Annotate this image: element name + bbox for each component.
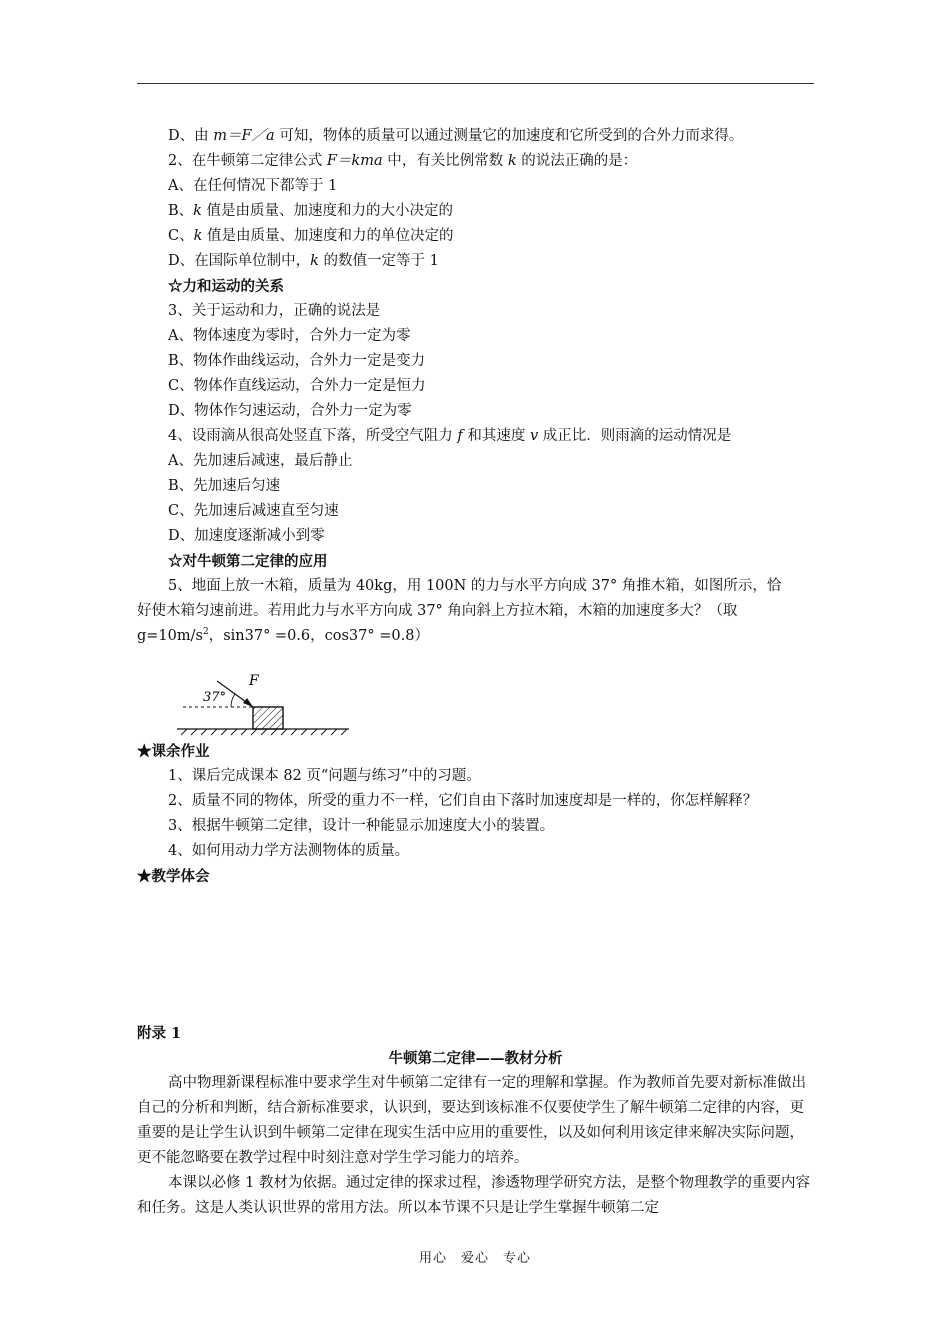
page-footer: 用心 爱心 专心 [418, 1251, 531, 1266]
ground-hatching [181, 729, 347, 735]
question-5-line-2: 好使木箱匀速前进。若用此力与水平方向成 37° 角向斜上方拉木箱，木箱的加速度多大？（取 [137, 603, 738, 619]
homework-item-2: 2、质量不同的物体，所受的重力不一样，它们自由下落时加速度却是一样的，你怎样解释？ [168, 793, 758, 809]
q4-option-d: D、加速度逐渐减小到零 [168, 528, 325, 544]
question-4: 4、设雨滴从很高处竖直下落，所受空气阻力 f 和其速度 v 成正比．则雨滴的运动情况是 [168, 428, 732, 444]
q2-option-c: C、k 值是由质量、加速度和力的单位决定的 [168, 228, 454, 244]
q2-option-d: D、在国际单位制中，k 的数值一定等于 1 [168, 253, 439, 269]
q4-option-c: C、先加速后减速直至匀速 [168, 503, 339, 519]
q3-option-b: B、物体作曲线运动，合外力一定是变力 [168, 353, 426, 369]
question-3: 3、关于运动和力，正确的说法是 [168, 303, 381, 319]
homework-item-3: 3、根据牛顿第二定律，设计一种能显示加速度大小的装置。 [168, 818, 555, 834]
q1-option-d: D、由 m＝F／a 可知，物体的质量可以通过测量它的加速度和它所受到的合外力而求得。 [168, 128, 744, 144]
homework-heading: ★课余作业 [137, 743, 210, 760]
force-arrowhead [243, 698, 253, 707]
appendix-paragraph-2: 本课以必修 1 教材为依据。通过定律的探求过程，渗透物理学研究方法，是整个物理教学的重要内容和任务。这是人类认识世界的常用方法。所以本节课不只是让学生掌握牛顿第二定 [137, 1175, 810, 1216]
appendix-paragraph-1: 高中物理新课程标准中要求学生对牛顿第二定律有一定的理解和掌握。作为教师首先要对新标准做出自己的分析和判断，结合新标准要求，认识到，要达到该标准不仅要使学生了解牛顿第二定律的内容，更重要的是让学生认识到牛顿第二定律在现实生活中应用的重要性，以及如何利用该定律来解决实际问题，更不能忽略要在教学过程中时刻注意对学生学习能力的培养。 [137, 1075, 806, 1166]
q2-option-a: A、在任何情况下都等于 1 [168, 178, 338, 194]
question-2: 2、在牛顿第二定律公式 F＝kma 中，有关比例常数 k 的说法正确的是： [168, 153, 638, 169]
page-content [137, 124, 827, 1221]
homework-item-1: 1、课后完成课本 82 页“问题与练习”中的习题。 [168, 768, 481, 784]
appendix-title: 牛顿第二定律——教材分析 [388, 1050, 563, 1067]
section-application: ☆对牛顿第二定律的应用 [168, 553, 328, 570]
box-push-diagram [177, 651, 357, 739]
q2-option-b: B、k 值是由质量、加速度和力的大小决定的 [168, 203, 454, 219]
angle-label: 37° [203, 690, 227, 705]
homework-item-4: 4、如何用动力学方法测物体的质量。 [168, 843, 410, 859]
angle-arc [231, 694, 235, 707]
question-5-line-3: $g=10m/s^2$，sin37° =0.6，cos37° =0.8） [137, 627, 429, 644]
wooden-box [253, 707, 283, 729]
force-label: F [249, 673, 259, 689]
q4-option-a: A、先加速后减速，最后静止 [168, 453, 353, 469]
q3-option-c: C、物体作直线运动，合外力一定是恒力 [168, 378, 426, 394]
section-force-motion: ☆力和运动的关系 [168, 278, 284, 295]
appendix-label: 附录 1 [137, 1025, 182, 1042]
question-5-line-1: 5、地面上放一木箱，质量为 40kg，用 100N 的力与水平方向成 37° 角推木箱，如图所示，恰 [168, 578, 782, 594]
header-rule [137, 83, 814, 84]
reflection-heading: ★教学体会 [137, 868, 210, 885]
blank-space [137, 889, 827, 1021]
q3-option-d: D、物体作匀速运动，合外力一定为零 [168, 403, 412, 419]
q3-option-a: A、物体速度为零时，合外力一定为零 [168, 328, 411, 344]
q4-option-b: B、先加速后匀速 [168, 478, 281, 494]
box-push-figure [177, 651, 827, 739]
